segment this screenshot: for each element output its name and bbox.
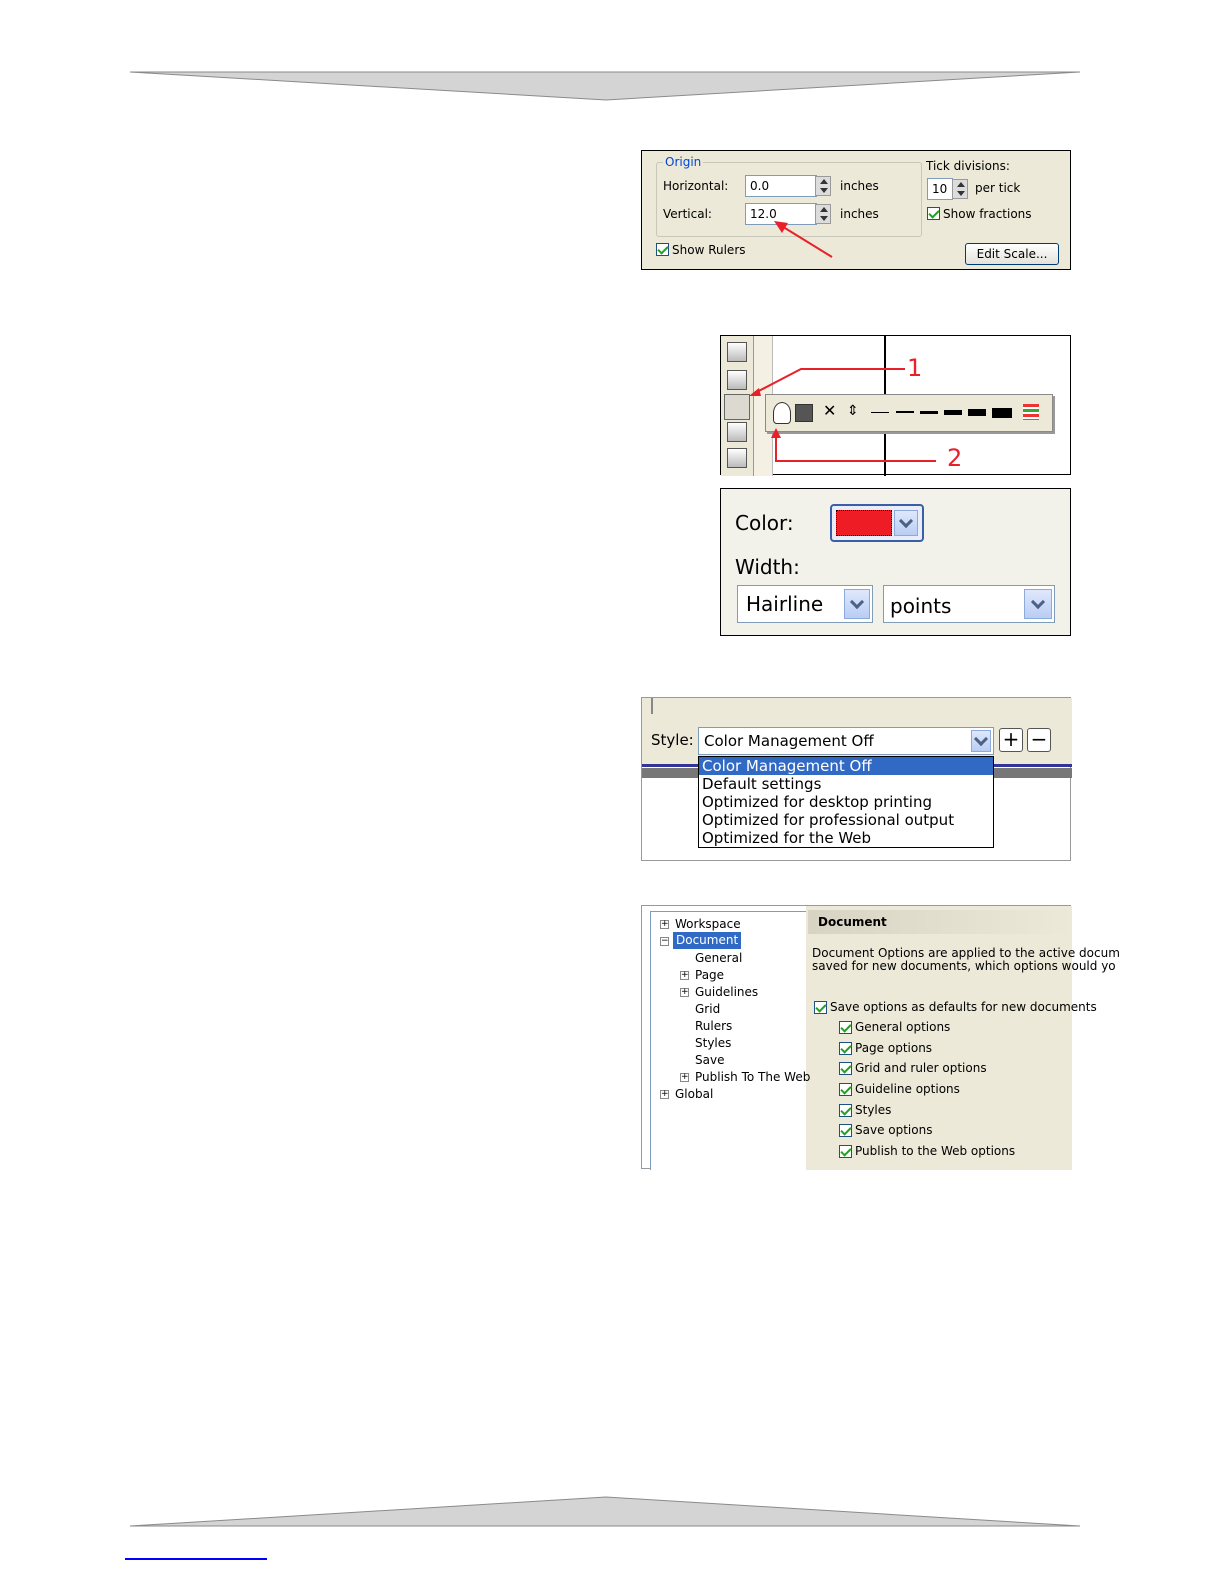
color-picker[interactable]	[830, 504, 924, 542]
origin-label: Origin	[665, 155, 702, 169]
unit-select[interactable]	[883, 585, 1055, 623]
tree-item-publish-web[interactable]: Publish To The Web	[695, 1070, 811, 1084]
general-options-label: General options	[855, 1020, 951, 1034]
show-rulers-label: Show Rulers	[672, 243, 746, 257]
callout-arrows	[721, 336, 1072, 476]
options-dialog	[641, 905, 1120, 1169]
publish-web-options-label: Publish to the Web options	[855, 1144, 1016, 1158]
guideline-options-checkbox[interactable]	[839, 1083, 852, 1096]
edit-scale-button[interactable]: Edit Scale...	[965, 243, 1059, 265]
top-header-bar	[0, 0, 1224, 110]
expand-page-icon[interactable]: +	[681, 970, 689, 980]
options-description-line-2: saved for new documents, which options would yo	[812, 959, 1116, 973]
style-select[interactable]	[698, 727, 994, 755]
tree-item-styles[interactable]: Styles	[695, 1036, 732, 1050]
save-defaults-checkbox[interactable]	[814, 1001, 827, 1014]
tree-item-grid[interactable]: Grid	[695, 1002, 721, 1016]
vertical-unit: inches	[840, 207, 879, 221]
bottom-footer-bar	[0, 1490, 1224, 1535]
no-outline-icon[interactable]: ✕	[823, 401, 837, 420]
save-options-checkbox[interactable]	[839, 1124, 852, 1137]
collapse-document-icon[interactable]: −	[661, 936, 669, 946]
tick-divisions-label: Tick divisions:	[926, 159, 1010, 173]
vertical-label: Vertical:	[663, 207, 712, 221]
tick-unit: per tick	[975, 181, 1021, 195]
grid-ruler-options-label: Grid and ruler options	[855, 1061, 987, 1075]
expand-workspace-icon[interactable]: +	[661, 919, 669, 929]
style-option-selected[interactable]: Color Management Off	[699, 757, 993, 775]
vertical-arrow-annotation	[642, 151, 1072, 271]
tree-item-document[interactable]: Document	[673, 932, 741, 949]
style-toolbar-divider	[651, 698, 653, 714]
options-description-line-1: Document Options are applied to the active docum	[812, 946, 1120, 960]
style-label: Style:	[651, 731, 694, 749]
show-fractions-label: Show fractions	[943, 207, 1032, 221]
width-select[interactable]	[737, 585, 873, 623]
color-dropdown-arrow[interactable]	[894, 510, 918, 536]
outline-pen-panel	[720, 488, 1071, 636]
unit-dropdown-arrow[interactable]	[1024, 589, 1052, 619]
tick-input[interactable]: 10	[927, 178, 953, 200]
styles-checkbox[interactable]	[839, 1104, 852, 1117]
grid-ruler-options-checkbox[interactable]	[839, 1062, 852, 1075]
style-option[interactable]: Optimized for desktop printing	[702, 793, 932, 811]
style-option[interactable]: Optimized for the Web	[702, 829, 872, 847]
color-label: Color:	[735, 511, 794, 535]
publish-web-options-checkbox[interactable]	[839, 1145, 852, 1158]
styles-label: Styles	[855, 1103, 892, 1117]
tree-item-save[interactable]: Save	[695, 1053, 725, 1067]
style-option[interactable]: Optimized for professional output	[702, 811, 955, 829]
save-defaults-label: Save options as defaults for new documents	[830, 1000, 1097, 1014]
rulers-dialog	[641, 150, 1071, 270]
page-options-label: Page options	[855, 1041, 933, 1055]
page-options-checkbox[interactable]	[839, 1042, 852, 1055]
tree-item-guidelines[interactable]: Guidelines	[695, 985, 759, 999]
width-label: Width:	[735, 555, 800, 579]
guideline-options-label: Guideline options	[855, 1082, 960, 1096]
remove-style-button[interactable]: −	[1027, 728, 1051, 752]
save-options-label: Save options	[855, 1123, 933, 1137]
general-options-checkbox[interactable]	[839, 1021, 852, 1034]
expand-guidelines-icon[interactable]: +	[681, 987, 689, 997]
add-style-button[interactable]: +	[999, 728, 1023, 752]
tree-item-page[interactable]: Page	[695, 968, 725, 982]
expand-global-icon[interactable]: +	[661, 1089, 669, 1099]
horizontal-label: Horizontal:	[663, 179, 729, 193]
vertical-input[interactable]: 12.0	[745, 203, 817, 225]
style-dropdown-arrow[interactable]	[971, 730, 991, 752]
callout-label-2: 2	[947, 444, 963, 472]
width-dropdown-arrow[interactable]	[844, 589, 870, 619]
style-select-value: Color Management Off	[704, 732, 874, 750]
style-dropdown-list	[698, 756, 994, 848]
outline-toolbar-screenshot	[720, 335, 1071, 475]
unit-select-value: points	[890, 594, 952, 618]
tree-item-general[interactable]: General	[695, 951, 743, 965]
tree-item-workspace[interactable]: Workspace	[675, 917, 741, 931]
callout-label-1: 1	[907, 354, 923, 382]
hairline-outline-icon[interactable]: ⇕	[847, 403, 859, 419]
horizontal-unit: inches	[840, 179, 879, 193]
options-header-title: Document	[818, 915, 887, 929]
width-select-value: Hairline	[746, 592, 824, 616]
footer-link-underline[interactable]	[125, 1558, 267, 1560]
style-option[interactable]: Default settings	[702, 775, 822, 793]
color-style-panel	[641, 697, 1071, 861]
tree-item-rulers[interactable]: Rulers	[695, 1019, 733, 1033]
horizontal-input[interactable]: 0.0	[745, 175, 817, 197]
expand-publish-icon[interactable]: +	[681, 1072, 689, 1082]
color-swatch	[836, 510, 892, 536]
tree-item-global[interactable]: Global	[675, 1087, 714, 1101]
